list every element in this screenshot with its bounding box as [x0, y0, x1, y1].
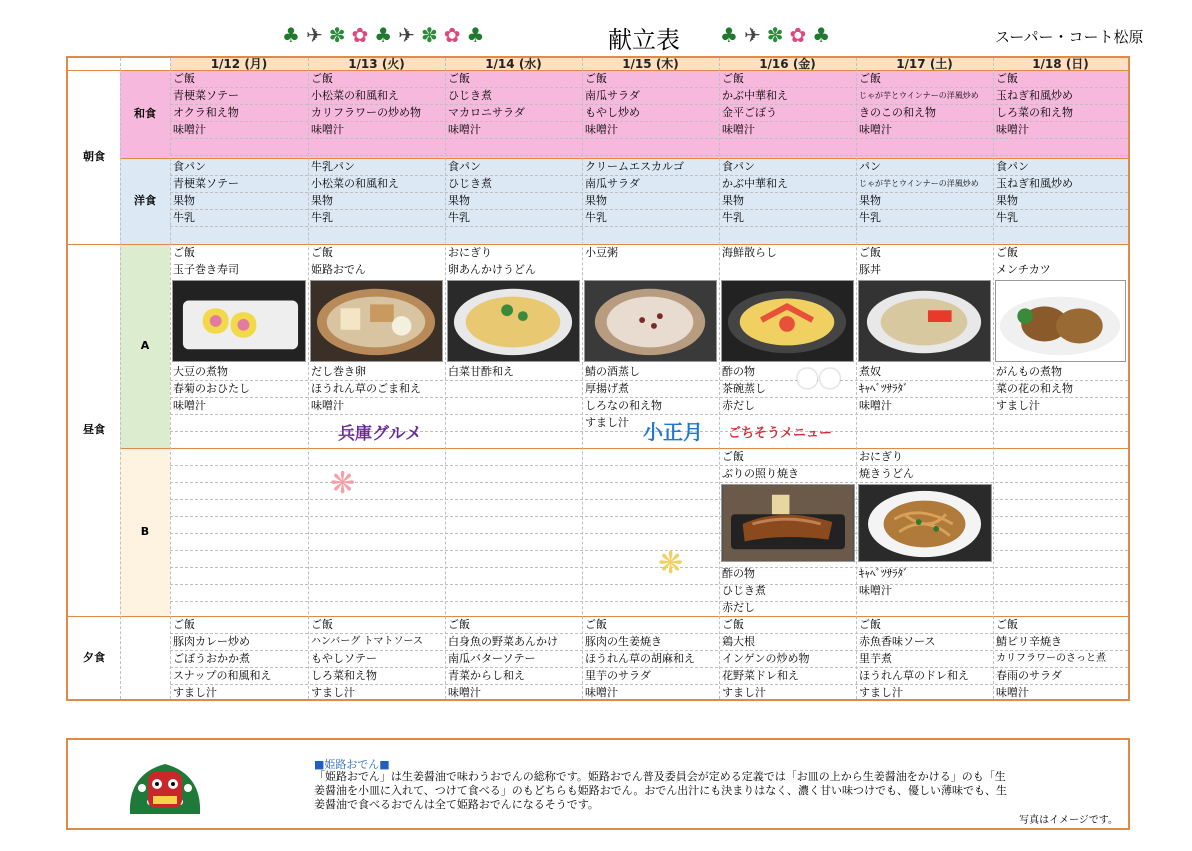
lunch-b-item: ひじき煮 — [722, 584, 766, 597]
lunch-a-item: 大豆の煮物 — [173, 365, 228, 378]
yoshoku-item: 食パン — [722, 160, 755, 173]
washoku-item: カリフラワーの炒め物 — [311, 106, 421, 119]
lunch-a-item: がんもの煮物 — [996, 365, 1062, 378]
washoku-item: 味噌汁 — [859, 123, 892, 136]
date-header: 1/17 (土) — [896, 57, 953, 71]
washoku-item: オクラ和え物 — [173, 106, 239, 119]
row-divider — [170, 397, 1128, 398]
yoshoku-item: 果物 — [311, 194, 333, 207]
washoku-item: ご飯 — [448, 72, 470, 85]
washoku-item: 金平ごぼう — [722, 106, 777, 119]
yoshoku-item: 牛乳 — [996, 211, 1018, 224]
dinner-item: ごぼうおかか煮 — [173, 652, 250, 665]
lunch-b-item: ご飯 — [722, 450, 744, 463]
washoku-item: 青梗菜ソテー — [173, 89, 239, 102]
dinner-item: もやしソテー — [311, 652, 377, 665]
lunch-a-item: 海鮮散らし — [722, 246, 777, 259]
date-header: 1/13 (火) — [348, 57, 405, 71]
yoshoku-item: パン — [859, 160, 881, 173]
washoku-item: マカロニサラダ — [448, 106, 525, 119]
lunch-a-item: 味噌汁 — [311, 399, 344, 412]
dinner-item: 南瓜バターソテー — [448, 652, 536, 665]
dish-photo — [995, 280, 1126, 362]
lunch-a-item: 赤だし — [722, 399, 755, 412]
lunch-a-item: 玉子巻き寿司 — [173, 263, 239, 276]
washoku-item: 南瓜サラダ — [585, 89, 640, 102]
plum-icon: ✿ — [443, 23, 461, 47]
washoku-item: 味噌汁 — [722, 123, 755, 136]
washoku-item: ご飯 — [585, 72, 607, 85]
lunch-a-item: 味噌汁 — [859, 399, 892, 412]
plum-icon: ✿ — [351, 23, 369, 47]
koshogatsu-label: 小正月 — [643, 420, 703, 444]
lunch-a-item: 卵あんかけうどん — [448, 263, 536, 276]
yoshoku-item: 牛乳 — [859, 211, 881, 224]
yoshoku-item: 牛乳パン — [311, 160, 355, 173]
pine-icon: ♣ — [466, 23, 485, 47]
lunch-b-item: 赤だし — [722, 601, 755, 614]
washoku-item: きのこの和え物 — [859, 106, 936, 119]
facility-name: スーパー・コート松原 — [995, 28, 1144, 46]
lunch-b-item: おにぎり — [859, 450, 903, 463]
dinner-item: すまし汁 — [859, 686, 903, 699]
dinner-item: 白身魚の野菜あんかけ — [448, 635, 558, 648]
washoku-item: かぶ中華和え — [722, 89, 788, 102]
dinner-item: 赤魚香味ソース — [859, 635, 936, 648]
lunch-a-item — [859, 415, 992, 432]
yoshoku-item: 果物 — [722, 194, 744, 207]
lunch-a-item: 煮奴 — [859, 365, 881, 378]
lunch-a-item: 茶碗蒸し — [722, 382, 766, 395]
lunch-label: 昼食 — [83, 423, 105, 436]
dinner-item: ご飯 — [448, 618, 470, 631]
dinner-item: ご飯 — [311, 618, 333, 631]
crane-icon: ✈ — [398, 23, 415, 47]
dinner-item: ご飯 — [859, 618, 881, 631]
yoshoku-item: 牛乳 — [585, 211, 607, 224]
dinner-item: ハンバーグ トマトソース — [311, 636, 423, 647]
lunch-b-item: 焼きうどん — [859, 467, 914, 480]
lunch-a-item: おにぎり — [448, 246, 492, 259]
washoku-item: じゃが芋とウインナーの洋風炒め — [859, 91, 979, 100]
yoshoku-item: 果物 — [859, 194, 881, 207]
crane-icon: ✈ — [743, 23, 761, 47]
dinner-item: 味噌汁 — [585, 686, 618, 699]
yoshoku-item: 食パン — [173, 160, 206, 173]
dish-photo — [310, 280, 443, 362]
dinner-item: ご飯 — [173, 618, 195, 631]
dinner-item: 豚肉の生姜焼き — [585, 635, 662, 648]
shishimai-icon — [120, 754, 210, 822]
lunch-a-item: ご飯 — [311, 246, 333, 259]
turtle-icon: ✽ — [328, 23, 346, 47]
new-year-decoration-right — [720, 20, 830, 50]
dinner-item: 里芋煮 — [859, 652, 892, 665]
lunch-b-item — [859, 600, 992, 617]
lunch-a-item: すまし汁 — [996, 399, 1040, 412]
dinner-item: 里芋のサラダ — [585, 669, 651, 682]
row-divider — [170, 380, 1128, 381]
washoku-item: ご飯 — [722, 72, 744, 85]
flower-decoration-icon: ❋ — [330, 466, 356, 501]
yoshoku-item: ひじき煮 — [448, 177, 492, 190]
dish-photo — [584, 280, 717, 362]
pine-icon: ♣ — [720, 23, 738, 47]
yoshoku-item: 果物 — [585, 194, 607, 207]
dinner-item: ほうれん草の胡麻和え — [585, 652, 695, 665]
dinner-item: スナップの和風和え — [173, 669, 272, 682]
washoku-item: 味噌汁 — [585, 123, 618, 136]
washoku-item: しろ菜の和え物 — [996, 106, 1073, 119]
dinner-item: 鶏大根 — [722, 635, 755, 648]
washoku-item: ご飯 — [996, 72, 1018, 85]
washoku-item: もやし炒め — [585, 106, 640, 119]
yoshoku-item: 果物 — [996, 194, 1018, 207]
lunch-b-item: 味噌汁 — [859, 584, 892, 597]
date-header: 1/18 (日) — [1032, 57, 1089, 71]
yoshoku-item: 青梗菜ソテー — [173, 177, 239, 190]
turtle-icon: ✽ — [766, 23, 784, 47]
washoku-item: 玉ねぎ和風炒め — [996, 89, 1073, 102]
yoshoku-item: 玉ねぎ和風炒め — [996, 177, 1073, 190]
washoku-label: 和食 — [134, 107, 156, 120]
yoshoku-item: 果物 — [448, 194, 470, 207]
header — [0, 14, 1192, 54]
washoku-item: 小松菜の和風和え — [311, 89, 399, 102]
note-body: 「姫路おでん」は生姜醤油で味わうおでんの総称です。姫路おでん普及委員会が定める定義では「お皿の上から生姜醤油をかける」のも「生姜醤油を小皿に入れて、つけて食べる」のもどちらも姫路おでん。おでん出汁にも決まりはなく、濃く甘い味つけでも、優しい薄味でも、生姜醤油で食べるおでんは全て姫路おでんになるそうです。 — [314, 770, 1007, 811]
washoku-item: 味噌汁 — [996, 123, 1029, 136]
dinner-item: 青菜からし和え — [448, 669, 525, 682]
flower-decoration-icon: ❋ — [658, 546, 684, 581]
yoshoku-item: 牛乳 — [722, 211, 744, 224]
dish-photo — [721, 484, 855, 562]
lunch-a-item — [722, 262, 855, 279]
row-divider — [170, 414, 1128, 415]
lunch-a-item — [448, 398, 581, 415]
yoshoku-label: 洋食 — [134, 194, 156, 207]
yoshoku-item: 食パン — [448, 160, 481, 173]
washoku-item: 味噌汁 — [311, 123, 344, 136]
lunch-a-item: 鯖の酒蒸し — [585, 365, 640, 378]
date-header: 1/12 (月) — [210, 57, 268, 71]
turtle-icon: ✽ — [420, 23, 438, 47]
washoku-item: ご飯 — [311, 72, 333, 85]
page-title: 献立表 — [608, 26, 680, 54]
date-header: 1/14 (水) — [485, 57, 542, 71]
dish-photo — [721, 280, 854, 362]
yoshoku-item: 牛乳 — [173, 211, 195, 224]
dinner-item: ほうれん草のドレ和え — [859, 669, 969, 682]
lunch-b-label: B — [140, 525, 150, 538]
menu-table — [66, 56, 1130, 701]
yoshoku-item: 牛乳 — [311, 211, 333, 224]
lunch-a-item: すまし汁 — [585, 416, 629, 429]
lunch-a-item: 小豆粥 — [585, 246, 618, 259]
lunch-a-item: メンチカツ — [996, 263, 1051, 276]
lunch-a-item: ほうれん草のごま和え — [311, 382, 421, 395]
dish-photo — [858, 484, 992, 562]
lunch-b-item: ｷｬﾍﾞﾂｻﾗﾀﾞ — [859, 567, 909, 580]
new-year-decoration-left — [282, 20, 484, 50]
dinner-item: 鯖ピリ辛焼き — [996, 635, 1062, 648]
breakfast-label: 朝食 — [83, 150, 105, 163]
date-header: 1/16 (金) — [759, 57, 816, 71]
pine-icon: ♣ — [282, 23, 300, 47]
pine-icon: ♣ — [374, 23, 393, 47]
lunch-a-item: 白菜甘酢和え — [448, 365, 514, 378]
dinner-item: ご飯 — [996, 618, 1018, 631]
pine-icon: ♣ — [812, 23, 831, 47]
lunch-b-item: ぶりの照り焼き — [722, 467, 799, 480]
lunch-a-item: 姫路おでん — [311, 263, 366, 276]
dinner-item: 味噌汁 — [448, 686, 481, 699]
lunch-a-item: 味噌汁 — [173, 399, 206, 412]
dinner-item: 味噌汁 — [996, 686, 1029, 699]
dinner-label: 夕食 — [83, 650, 105, 664]
dinner-item: ご飯 — [585, 618, 607, 631]
lunch-a-item — [996, 415, 1127, 432]
washoku-item: ひじき煮 — [448, 89, 492, 102]
lunch-a-item — [448, 381, 581, 398]
lunch-a-item — [173, 415, 307, 432]
dinner-item: カリフラワーのさっと煮 — [996, 653, 1106, 664]
yoshoku-item: 食パン — [996, 160, 1029, 173]
lunch-a-item: 菜の花の和え物 — [996, 382, 1073, 395]
row-divider — [170, 155, 1128, 156]
yoshoku-item: クリームエスカルゴ — [585, 160, 684, 173]
yoshoku-item: 南瓜サラダ — [585, 177, 640, 190]
lunch-a-item: ご飯 — [859, 246, 881, 259]
snow-rabbit-icon: ●● — [796, 362, 842, 392]
dinner-item: しろ菜和え物 — [311, 669, 377, 682]
lunch-b-item: 酢の物 — [722, 567, 755, 580]
dinner-item: すまし汁 — [722, 686, 766, 699]
dinner-item: インゲンの炒め物 — [722, 652, 810, 665]
gochiso-menu-label: ごちそうメニュー — [728, 426, 833, 441]
lunch-a-item: しろなの和え物 — [585, 399, 662, 412]
yoshoku-item: 牛乳 — [448, 211, 470, 224]
note-footnote: 写真はイメージです。 — [1019, 815, 1118, 826]
washoku-item: 味噌汁 — [448, 123, 481, 136]
dish-photo — [858, 280, 991, 362]
dinner-item: 豚肉カレー炒め — [173, 635, 250, 648]
lunch-a-item: ｷｬﾍﾞﾂｻﾗﾀﾞ — [859, 382, 909, 395]
lunch-a-label: A — [140, 339, 150, 352]
lunch-a-item — [585, 262, 718, 279]
date-header: 1/15 (木) — [622, 57, 679, 71]
lunch-a-item: だし巻き卵 — [311, 365, 366, 378]
yoshoku-item: かぶ中華和え — [722, 177, 788, 190]
lunch-a-item — [448, 415, 581, 432]
dinner-item: 花野菜ドレ和え — [722, 669, 799, 682]
hyogo-gourmet-label: 兵庫グルメ — [338, 424, 422, 444]
plum-icon: ✿ — [789, 23, 807, 47]
note-title: ■姫路おでん■ — [314, 758, 390, 771]
crane-icon: ✈ — [305, 23, 323, 47]
washoku-item: ご飯 — [859, 72, 881, 85]
lunch-a-item: ご飯 — [996, 246, 1018, 259]
dish-photo — [172, 280, 306, 362]
lunch-a-item: 酢の物 — [722, 365, 755, 378]
note-box — [66, 738, 1130, 830]
washoku-item: ご飯 — [173, 72, 195, 85]
yoshoku-item: じゃが芋とウインナーの洋風炒め — [859, 179, 979, 188]
lunch-a-item: ご飯 — [173, 246, 195, 259]
dinner-item: ご飯 — [722, 618, 744, 631]
yoshoku-item: 果物 — [173, 194, 195, 207]
lunch-a-item: 豚丼 — [859, 263, 881, 276]
lunch-a-item: 春菊のおひたし — [173, 382, 250, 395]
washoku-item: 味噌汁 — [173, 123, 206, 136]
yoshoku-item: 小松菜の和風和え — [311, 177, 399, 190]
dinner-item: すまし汁 — [311, 686, 355, 699]
dinner-item: 春雨のサラダ — [996, 669, 1062, 682]
dish-photo — [447, 280, 580, 362]
lunch-a-item: 厚揚げ煮 — [585, 382, 629, 395]
dinner-item: すまし汁 — [173, 686, 217, 699]
